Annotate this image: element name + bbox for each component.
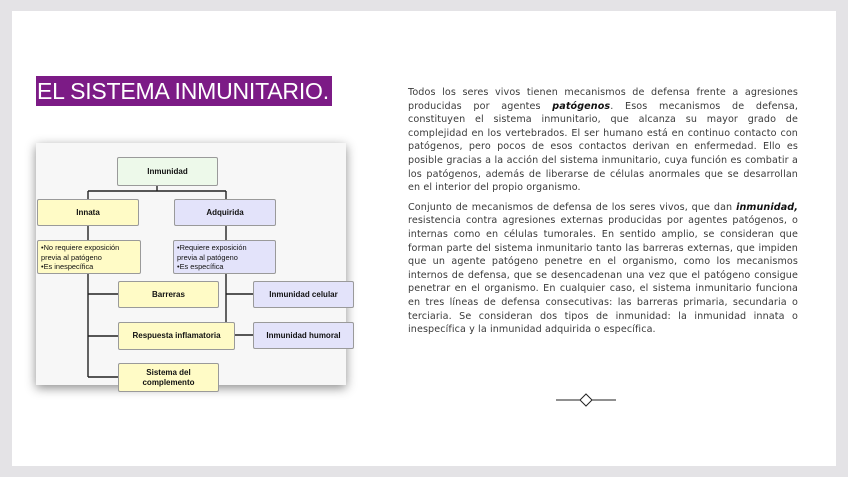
node-inmunidad-celular: Inmunidad celular	[253, 281, 354, 308]
node-innata: Innata	[37, 199, 139, 226]
node-respuesta-inflamatoria: Respuesta inflamatoria	[118, 322, 235, 350]
innata-desc-line: •No requiere exposición	[41, 243, 120, 252]
complemento-line: Sistema del	[146, 367, 191, 377]
node-barreras: Barreras	[118, 281, 219, 308]
innata-desc-line: •Es inespecífica	[41, 262, 94, 271]
slide-title: EL SISTEMA INMUNITARIO.	[36, 76, 332, 106]
node-sistema-complemento	[118, 363, 219, 392]
diamond-divider-icon	[556, 393, 616, 409]
p2-text: Conjunto de mecanismos de defensa de los seres vivos, que dan	[408, 201, 737, 213]
immunity-diagram	[36, 143, 346, 385]
node-inmunidad-humoral: Inmunidad humoral	[253, 322, 354, 349]
node-inmunidad: Inmunidad	[117, 157, 218, 186]
adquirida-description	[173, 240, 276, 274]
p2-text: resistencia contra agresiones externas producidas por agentes patógenos, o internas como en células tumorales. En sentido amplio, se consideran que forman parte del sistema inmunitario tanto las barreras externas, que impiden que un agente patógeno penetre en el organismo, como los mecanismos internos de defensa, que se desencadenan una vez que el patógeno consigue penetrar en el organismo. En cualquier caso, el sistema inmunitario funciona en tres líneas de defensa consecutivas: las barreras primaria, secundaria o terciaria. Se consideran dos tipos de inmunidad: la inmunidad innata o inespecífica y la inmunidad adquirida o específica.	[408, 215, 798, 336]
paragraph-1	[408, 86, 798, 195]
innata-desc-line: previa al patógeno	[41, 252, 102, 262]
p1-emphasis: patógenos	[552, 100, 611, 112]
p2-emphasis: inmunidad,	[736, 201, 798, 213]
body-text	[408, 86, 798, 343]
adquirida-desc-line: previa al patógeno	[177, 252, 238, 262]
adquirida-desc-line: •Es específica	[177, 262, 224, 271]
innata-description	[37, 240, 141, 274]
paragraph-2	[408, 201, 798, 337]
complemento-line: complemento	[142, 377, 195, 387]
adquirida-desc-line: •Requiere exposición	[177, 243, 247, 252]
p1-text: Todos los seres vivos tienen mecanismos de defensa frente a agresiones producidas por agentes	[408, 87, 798, 112]
p1-text: . Esos mecanismos de defensa, constituyen el sistema inmunitario, que alcanza su mayor grado de complejidad en los vertebrados. El ser humano está en continuo contacto con patógenos, pero pocos de esos contactos derivan en enfermedad. Ello es posible gracias a la acción del sistema inmunitario, cuya función es combatir a los patógenos, además de liberarse de células anormales que se desarrollan en el interior del propio organismo.	[408, 100, 798, 194]
node-adquirida: Adquirida	[174, 199, 276, 226]
